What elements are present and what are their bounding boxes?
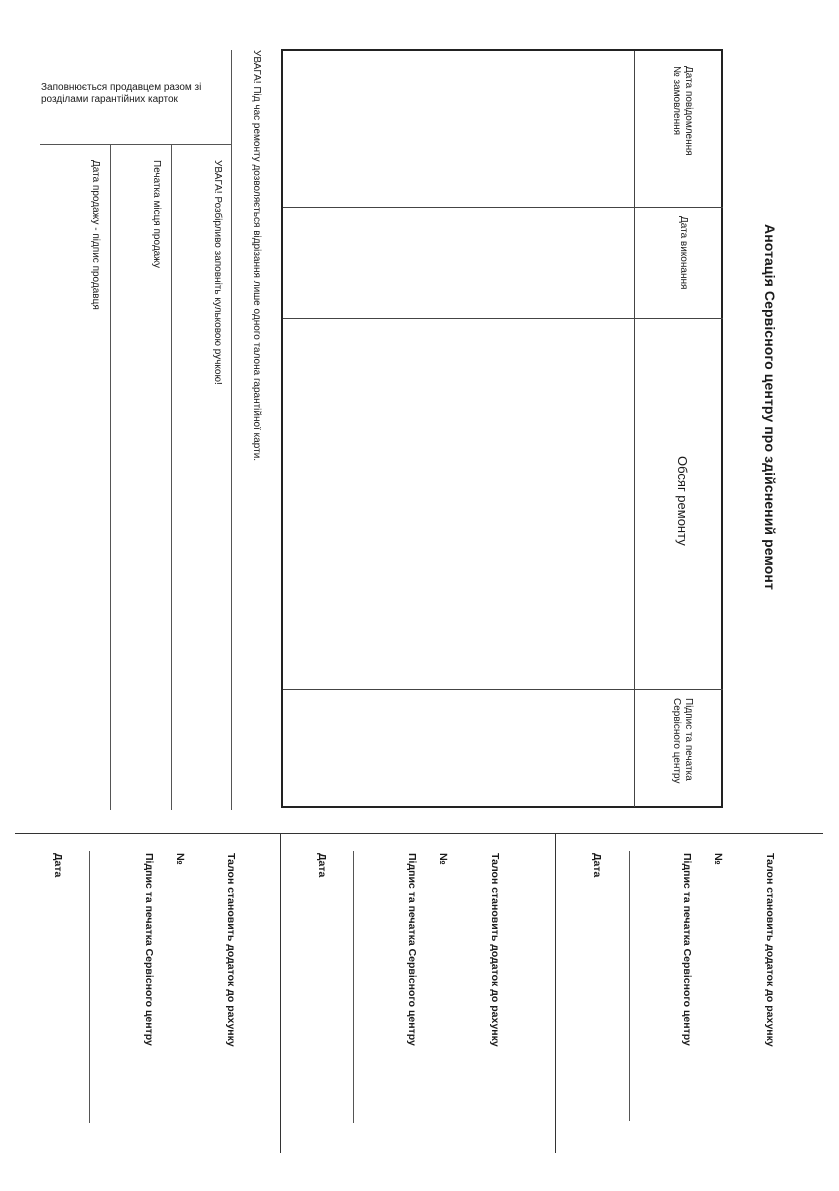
service-table-row-line-2 [283,318,723,319]
seller-divider-vertical [231,50,232,810]
col-notice-date-line1: Дата повідомлення [683,66,694,156]
col-done-date: Дата виконання [678,216,689,290]
coupon1-sign-label: Підпис та печатка Сервісного центру [681,853,693,1046]
coupon1-number-label: № [712,853,724,865]
coupon2-number-label: № [437,853,449,865]
repair-warning: УВАГА! Під час ремонту дозволяється відрізання лише одного талона гарантійної карти. [251,50,262,462]
coupon1-signature-line [629,851,630,1121]
seller-note-line1: Заповнюється продавцем разом зі [41,82,202,93]
service-table-header-line [634,51,635,807]
seller-divider-horizontal [40,144,231,145]
service-table-row-line-3 [283,689,723,690]
service-table [281,49,723,808]
seller-line-stamp [110,144,111,810]
coupon3-signature-line [89,851,90,1123]
col-notice-date [670,66,694,156]
seller-date-sign-label: Дата продажу - підпис продавця [90,160,101,310]
warning-pen: УВАГА! Розбірливо заповніть кульковою ручкою! [212,160,223,385]
col-repair-scope: Обсяг ремонту [675,456,690,546]
coupon3-header: Талон становить додаток до рахунку [225,853,237,1047]
service-table-row-line-1 [283,207,723,208]
coupon3-number-label: № [174,853,186,865]
coupon3-sign-label: Підпис та печатка Сервісного центру [143,853,155,1046]
coupon-separator-1 [555,833,556,1153]
col-notice-order-line2: № замовлення [671,66,682,136]
seller-stamp-label: Печатка місця продажу [151,160,162,269]
coupon2-sign-label: Підпис та печатка Сервісного центру [406,853,418,1046]
coupon1-header: Талон становить додаток до рахунку [764,853,776,1047]
col-signature-line2: Сервісного центру [671,698,682,784]
col-signature [670,698,694,783]
seller-line-pen [171,144,172,810]
coupon-separator-2 [280,833,281,1153]
coupon3-date-label: Дата [52,853,64,878]
seller-note [41,82,231,106]
col-signature-line1: Підпис та печатка [683,698,694,781]
service-table-title: Анотація Сервісного центру про здійснений ремонт [762,224,778,590]
coupon2-header: Талон становить додаток до рахунку [489,853,501,1047]
coupon-cut-line [15,833,823,834]
seller-note-line2: розділами гарантійних карток [41,94,178,105]
coupon1-date-label: Дата [591,853,603,878]
coupon2-date-label: Дата [316,853,328,878]
coupon2-signature-line [353,851,354,1123]
